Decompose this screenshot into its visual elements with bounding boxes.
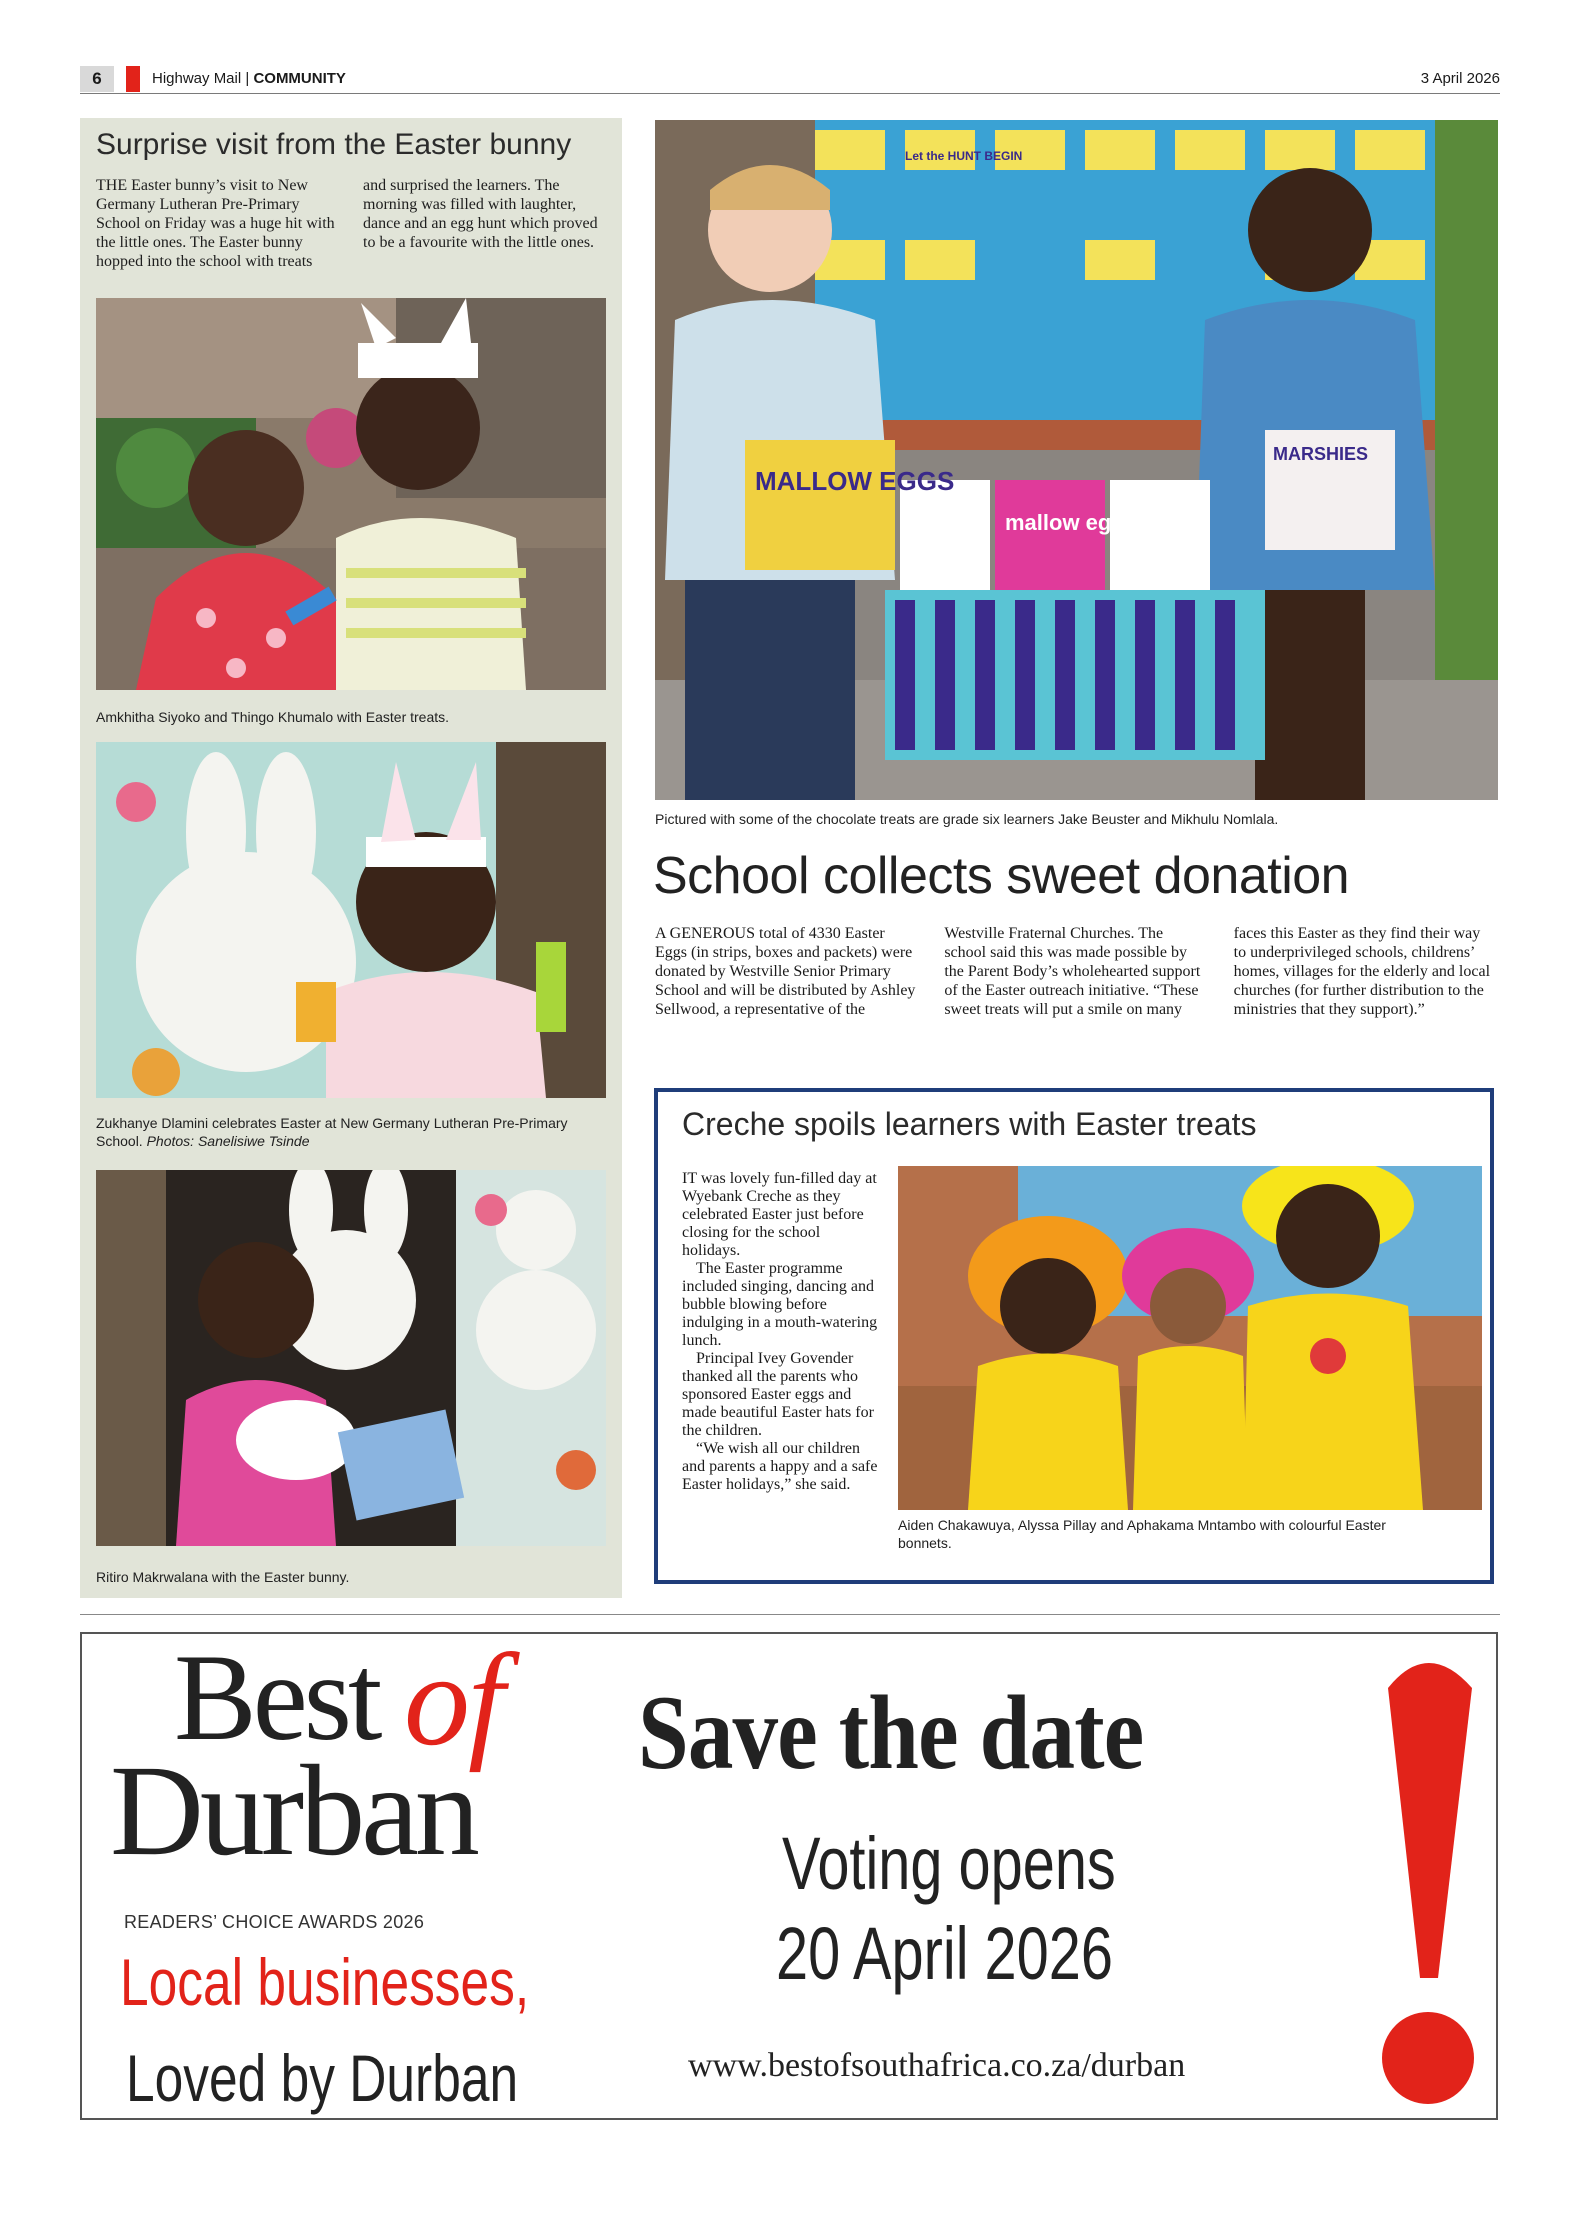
issue-date: 3 April 2026 [1420, 70, 1500, 87]
surprise-body: THE Easter bunny’s visit to New Germany Lutheran Pre-Primary School on Friday was a huge hit with the little ones. The Easter bunny hopped into the school with treats and surprised the learners. The morning was filled with laughter, dance and an egg hunt which proved to be a favourite with the little ones. [96, 177, 598, 270]
ad-readers-choice: READERS’ CHOICE AWARDS 2026 [124, 1912, 425, 1932]
photo-learners-easter-eggs [655, 120, 1498, 800]
page-header [80, 66, 1500, 94]
page-number: 6 [80, 66, 114, 92]
photo2-caption-text: Zukhanye Dlamini celebrates Easter at New Germany Lutheran Pre-Primary School. [96, 1115, 568, 1149]
creche-body [682, 1170, 878, 1494]
creche-paragraph: The Easter programme included singing, dancing and bubble blowing before indulging in a mouth-watering lunch. [682, 1260, 878, 1349]
box-label-hunt: Let the HUNT BEGIN [905, 149, 1023, 163]
creche-article [654, 1088, 1494, 1584]
photo2-caption [96, 1114, 606, 1150]
ad-local-businesses: Local businesses, [120, 1945, 530, 2019]
photo1-caption: Amkhitha Siyoko and Thingo Khumalo with Easter treats. [96, 709, 450, 725]
ad-logo-best: Best [174, 1629, 379, 1766]
ad-voting-opens: Voting opens [782, 1822, 1116, 1905]
box-label-mallow-small: mallow eggs [1005, 510, 1138, 535]
ad-logo-durban: Durban [110, 1739, 476, 1883]
photo-creche-bonnets [898, 1166, 1482, 1510]
exclamation-icon [1368, 1648, 1488, 2110]
creche-headline: Creche spoils learners with Easter treats [682, 1106, 1257, 1142]
school-body: A GENEROUS total of 4330 Easter Eggs (in strips, boxes and packets) were donated by Westville Senior Primary School and will be distributed by Ashley Sellwood, a representative of the Westville Fraternal Churches. The school said this was made possible by the Parent Body’s wholehearted support of the Easter outreach initiative. “These sweet treats will put a smile on many faces this Easter as they find their way to underprivileged schools, childrens’ homes, villages for the elderly and local churches (for further distribution to the ministries that they support).” [655, 925, 1491, 1018]
photo3-caption: Ritiro Makrwalana with the Easter bunny. [96, 1569, 350, 1585]
section-marker [126, 66, 140, 92]
section-name: COMMUNITY [253, 70, 346, 87]
school-headline: School collects sweet donation [653, 847, 1350, 905]
box-label-mallow: MALLOW EGGS [755, 466, 955, 496]
ad-website-link[interactable]: www.bestofsouthafrica.co.za/durban [688, 2047, 1186, 2084]
ad-logo-of: of [404, 1626, 503, 1773]
ad-voting-date: 20 April 2026 [776, 1912, 1113, 1995]
ad-loved-by-durban: Loved by Durban [126, 2041, 519, 2115]
surprise-article [80, 118, 622, 1598]
section-divider [80, 1614, 1500, 1615]
publication-name: Highway Mail [152, 70, 242, 87]
photo-girl-with-bunny [96, 1170, 606, 1546]
creche-photo-caption: Aiden Chakawuya, Alyssa Pillay and Aphakama Mntambo with colourful Easter bonnets. [898, 1517, 1386, 1551]
photo-girl-face-paint [96, 742, 606, 1098]
publication-line: Highway Mail | COMMUNITY [152, 70, 346, 87]
best-of-durban-ad [80, 1626, 1498, 2120]
creche-paragraph: Principal Ivey Govender thanked all the parents who sponsored Easter eggs and made beautiful Easter hats for the children. [682, 1350, 874, 1439]
box-label-marshies: MARSHIES [1273, 444, 1369, 464]
photo-credit: Photos: Sanelisiwe Tsinde [146, 1133, 310, 1149]
creche-paragraph: IT was lovely fun-filled day at Wyebank Creche as they celebrated Easter just before closing for the school holidays. [682, 1170, 877, 1259]
surprise-headline: Surprise visit from the Easter bunny [96, 128, 572, 161]
ad-save-the-date: Save the date [638, 1674, 1144, 1791]
top-photo-caption: Pictured with some of the chocolate treats are grade six learners Jake Beuster and Mikhulu Nomlala. [655, 811, 1279, 827]
creche-paragraph: “We wish all our children and parents a happy and a safe Easter holidays,” she said. [682, 1440, 878, 1493]
photo-children-bunny-ears [96, 298, 606, 690]
